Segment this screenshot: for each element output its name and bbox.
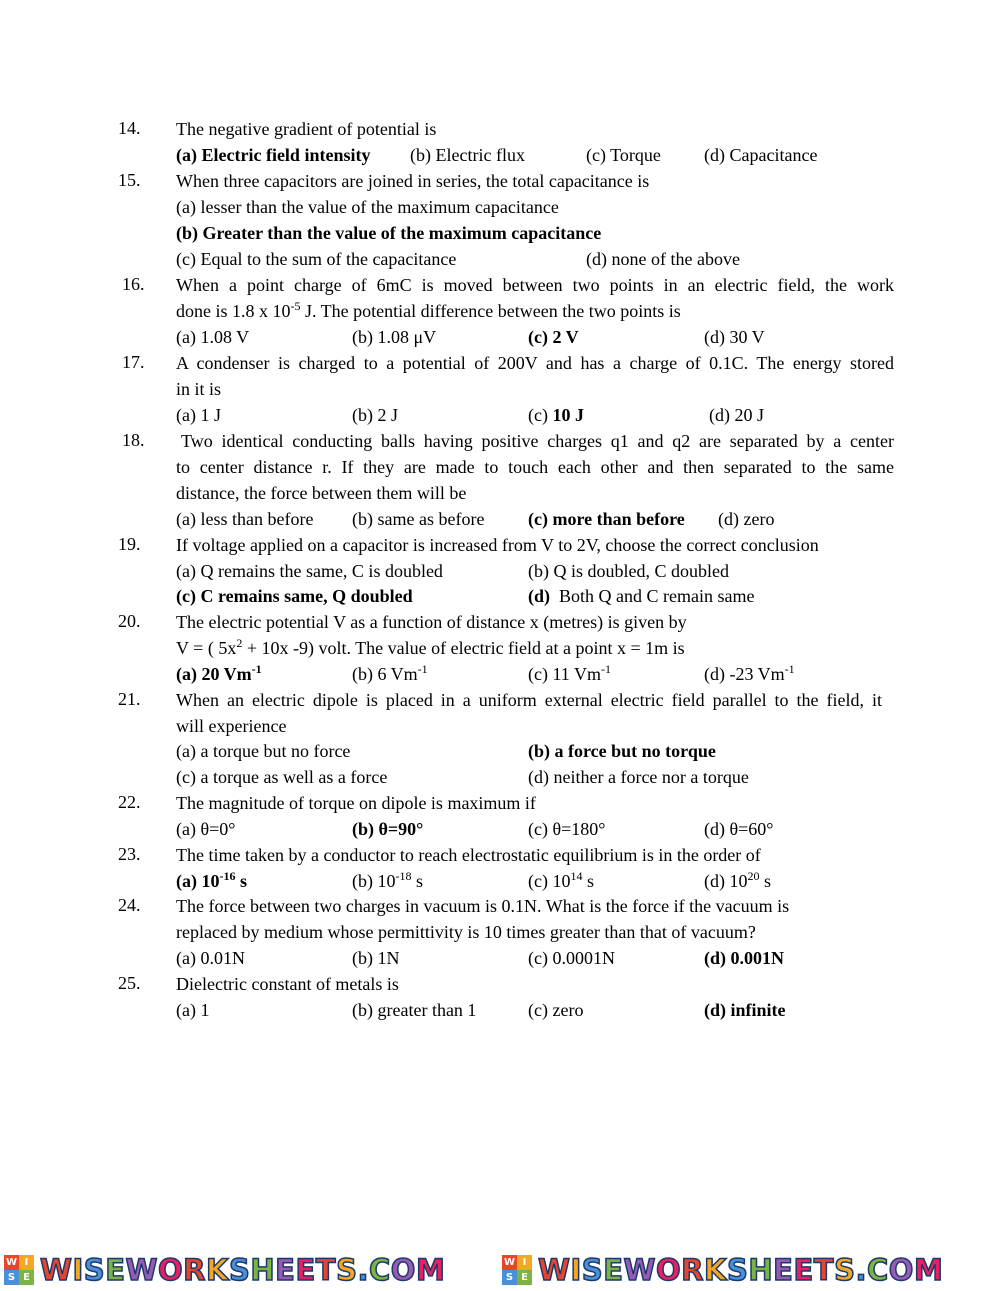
option-d: (d) -23 $Vm^{-1}$ [704,662,795,684]
option-d: (d) 30 V [704,327,765,347]
option-b: (b) 1N [352,948,400,968]
option-c-correct: (c) C remains same, Q doubled [176,586,413,606]
option-a: (a) 1 [176,1000,210,1020]
question-number: 21. [118,689,141,709]
question-number: 24. [118,895,141,915]
option-d: (d) Capacitance [704,145,818,165]
option-a: (a) θ=0° [176,819,236,839]
option-b: (b) 2 J [352,405,398,425]
option-a: (a) 1 J [176,405,221,425]
option-d: (d) neither a force nor a torque [528,767,749,787]
option-b-correct: (b) a force but no torque [528,741,716,761]
question-text: The time taken by a conductor to reach electrostatic equilibrium is in the order of [176,845,761,865]
brand-block-2 [502,1252,943,1288]
option-b: (b) $10^{-18}$ s [352,869,424,891]
option-c: (c) 11 $Vm^{-1}$ [528,662,611,684]
option-b: (b) 6 $Vm^{-1}$ [352,662,428,684]
option-c: (c) a torque as well as a force [176,767,388,787]
option-a-correct: (a) $10^{-16}$ s [176,869,248,891]
option-b: (b) greater than 1 [352,1000,477,1020]
option-c: (c) zero [528,1000,584,1020]
option-b: (b) Q is doubled, C doubled [528,561,729,581]
question-number: 19. [118,534,141,554]
option-b: (b) same as before [352,509,485,529]
question-text: When a point charge of 6mC is moved between two points in an electric field, the work [176,275,894,295]
option-a: (a) lesser than the value of the maximum capacitance [176,197,559,217]
question-text: The force between two charges in vacuum is 0.1N. What is the force if the vacuum is [176,896,790,916]
option-d: (d) none of the above [586,249,740,269]
option-c: (c) $10^{14}$ s [528,869,594,891]
question-text-line2: in it is [176,379,222,399]
option-d: (d) 20 J [709,405,764,425]
question-number: 20. [118,611,141,631]
question-number: 23. [118,844,141,864]
question-text: The magnitude of torque on dipole is maximum if [176,793,536,813]
question-text: When three capacitors are joined in series, the total capacitance is [176,171,650,191]
option-c: (c) 10 J [528,405,584,425]
option-d: (d) θ=60° [704,819,774,839]
question-text: Dielectric constant of metals is [176,974,399,994]
question-number: 22. [118,792,141,812]
option-d: (d) Both Q and C remain same [528,586,755,606]
question-number: 16. [122,274,145,294]
option-c-correct: 10 J [552,405,584,425]
brand-logo-icon: W I S E [502,1255,532,1285]
option-a: (a) a torque but no force [176,741,351,761]
brand-wordmark: WISEWORKSHEETS.COM [538,1253,944,1287]
question-number: 17. [122,352,145,372]
footer-watermark [0,1252,1000,1288]
question-text: The negative gradient of potential is [176,119,437,139]
question-text-line2: to center distance r. If they are made to touch each other and then separated to the same [176,457,894,477]
question-number: 18. [122,430,145,450]
option-c: (c) 0.0001N [528,948,615,968]
option-c: (c) Torque [586,145,661,165]
question-number: 25. [118,973,141,993]
question-text: Two identical conducting balls having positive charges q1 and q2 are separated by a center [181,431,894,451]
option-c: (c) Equal to the sum of the capacitance [176,249,457,269]
brand-logo-icon: W I S E [4,1255,34,1285]
question-text: If voltage applied on a capacitor is increased from V to 2V, choose the correct conclusion [176,535,819,555]
question-text-line2: done is 1.8 x $10^{-5}$ J. The potential difference between the two points is [176,299,681,321]
option-a: (a) Q remains the same, C is doubled [176,561,443,581]
question-text: When an electric dipole is placed in a uniform external electric field parallel to the field, it [176,690,882,710]
option-b: (b) Electric flux [410,145,525,165]
option-d-correct: (d) 0.001N [704,948,784,968]
option-a: (a) less than before [176,509,314,529]
question-text-line2: will experience [176,716,287,736]
option-a-correct: (a) Electric field intensity [176,145,371,165]
option-d: (d) zero [718,509,775,529]
option-b-correct: (b) θ=90° [352,819,424,839]
question-text-line2: V = ( $5x^2 + 10x$ -9) volt. The value of electric field at a point x = 1m is [176,636,685,658]
brand-wordmark: WISEWORKSHEETS.COM [40,1253,446,1287]
option-c-correct: (c) 2 V [528,327,579,347]
option-c-correct: (c) more than before [528,509,685,529]
option-b: (b) 1.08 μV [352,327,437,347]
option-d: (d) $10^{20}$ s [704,869,772,891]
option-a: (a) 0.01N [176,948,245,968]
option-d-correct: (d) infinite [704,1000,786,1020]
question-text-line3: distance, the force between them will be [176,483,467,503]
option-a-correct: (a) 20 $Vm^{-1}$ [176,662,262,684]
question-text: The electric potential V as a function of distance x (metres) is given by [176,612,687,632]
option-c: (c) θ=180° [528,819,606,839]
question-text: A condenser is charged to a potential of 200V and has a charge of 0.1C. The energy stored [176,353,894,373]
question-number: 15. [118,170,141,190]
option-b-correct: (b) Greater than the value of the maximum capacitance [176,223,602,243]
question-text-line2: replaced by medium whose permittivity is 10 times greater than that of vacuum? [176,922,756,942]
question-number: 14. [118,118,141,138]
option-a: (a) 1.08 V [176,327,250,347]
brand-block-1 [4,1252,445,1288]
